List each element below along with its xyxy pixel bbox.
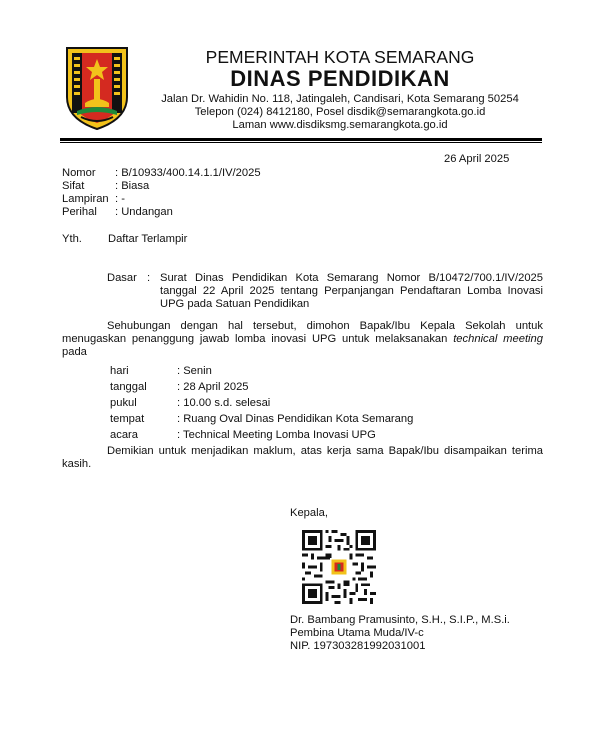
field-label-sifat: Sifat xyxy=(62,180,85,192)
semarang-city-emblem-icon xyxy=(63,45,131,131)
field-label-nomor: Nomor xyxy=(62,167,96,179)
letter-date: 26 April 2025 xyxy=(444,153,510,165)
office-address: Jalan Dr. Wahidin No. 118, Jatingaleh, Candisari, Kota Semarang 50254 xyxy=(161,93,519,105)
field-value-sifat: : Biasa xyxy=(115,180,150,192)
body-paragraph-tail: pada xyxy=(62,346,87,358)
event-label-tanggal: tanggal xyxy=(110,381,147,393)
field-label-lampiran: Lampiran xyxy=(62,193,109,205)
event-value-pukul: : 10.00 s.d. selesai xyxy=(177,397,271,409)
office-website: Laman www.disdiksmg.semarangkota.go.id xyxy=(232,119,448,131)
field-value-lampiran: : - xyxy=(115,193,125,205)
department-name: DINAS PENDIDIKAN xyxy=(230,66,450,91)
event-label-acara: acara xyxy=(110,429,138,441)
event-value-hari: : Senin xyxy=(177,365,212,377)
basis-label: Dasar xyxy=(107,272,137,284)
body-paragraph-text: Sehubungan dengan hal tersebut, dimohon Bapak/Ibu Kepala Sekolah untuk menugaskan penanggung jawab lomba inovasi UPG untuk melaksanakan xyxy=(62,320,543,345)
letterhead-divider-thin xyxy=(60,142,542,143)
office-contact: Telepon (024) 8412180, Posel disdik@semarangkota.go.id xyxy=(194,106,486,118)
field-value-nomor: : B/10933/400.14.1.1/IV/2025 xyxy=(115,167,261,179)
body-paragraph-emphasis: technical meeting xyxy=(453,333,543,345)
closing-paragraph: Demikian untuk menjadikan maklum, atas kerja sama Bapak/Ibu disampaikan terima kasih. xyxy=(62,445,543,470)
event-label-tempat: tempat xyxy=(110,413,145,425)
letterhead-divider xyxy=(60,138,542,141)
field-value-perihal: : Undangan xyxy=(115,206,173,218)
signatory-name: Dr. Bambang Pramusinto, S.H., S.I.P., M.S.i. xyxy=(290,614,510,626)
body-paragraph xyxy=(62,320,543,359)
recipient-value: Daftar Terlampir xyxy=(108,233,188,245)
event-label-hari: hari xyxy=(110,365,129,377)
basis-text: Surat Dinas Pendidikan Kota Semarang Nomor B/10472/700.1/IV/2025 tanggal 22 April 2025 tentang Perpanjangan Pendaftaran Lomba Inovasi UPG pada Satuan Pendidikan xyxy=(160,272,543,310)
signatory-rank: Pembina Utama Muda/IV-c xyxy=(290,627,424,639)
field-label-perihal: Perihal xyxy=(62,206,97,218)
event-label-pukul: pukul xyxy=(110,397,137,409)
government-name: PEMERINTAH KOTA SEMARANG xyxy=(205,47,475,67)
qr-code-icon xyxy=(302,530,376,604)
signatory-nip: NIP. 197303281992031001 xyxy=(290,640,426,652)
recipient-label: Yth. xyxy=(62,233,82,245)
event-value-tempat: : Ruang Oval Dinas Pendidikan Kota Semarang xyxy=(177,413,414,425)
event-value-tanggal: : 28 April 2025 xyxy=(177,381,249,393)
basis-colon: : xyxy=(147,272,151,284)
signature-title: Kepala, xyxy=(290,507,328,519)
event-value-acara: : Technical Meeting Lomba Inovasi UPG xyxy=(177,429,376,441)
